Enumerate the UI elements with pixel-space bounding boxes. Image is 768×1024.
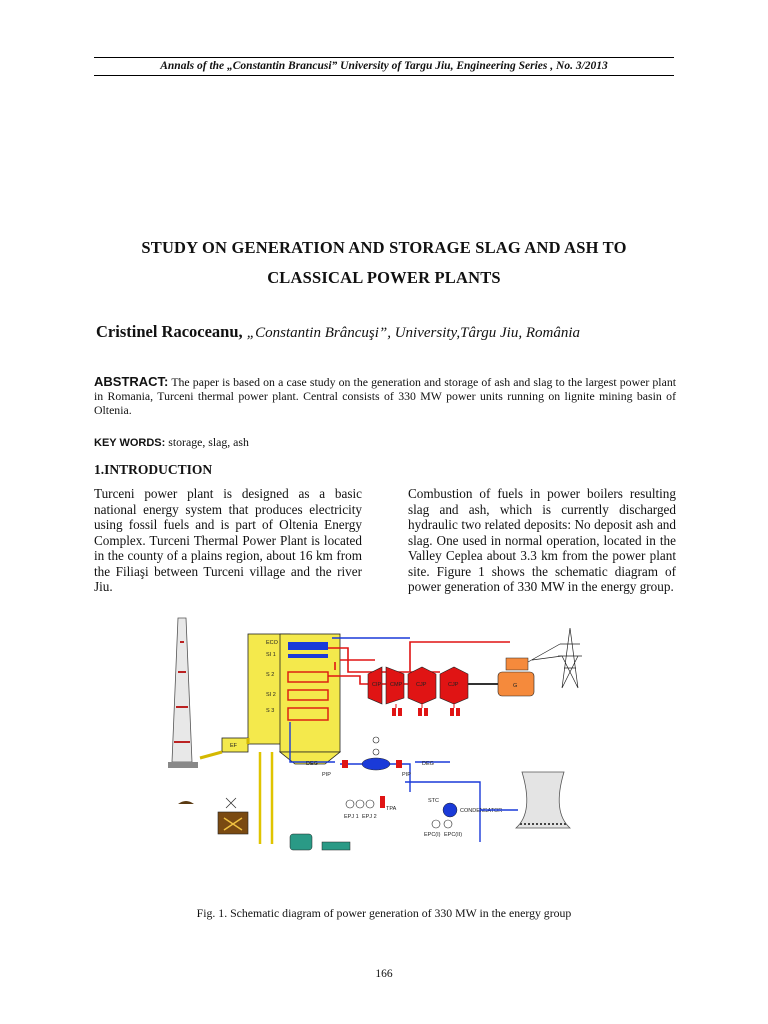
journal-header: Annals of the „Constantin Brancusi” University of Targu Jiu, Engineering Series , No. 3/2013 <box>160 60 608 72</box>
wagon-icon <box>322 842 350 850</box>
label-cjp-2: CJP <box>448 682 459 688</box>
label-g: G <box>513 683 518 689</box>
label-deg-2: DEG <box>422 761 434 767</box>
power-plant-schematic <box>160 612 600 864</box>
pylon-icon <box>528 628 582 688</box>
label-epc-1: EPC(I) <box>424 832 441 838</box>
figure-caption: Fig. 1. Schematic diagram of power generation of 330 MW in the energy group <box>196 906 572 920</box>
label-si2: SI 2 <box>266 692 276 698</box>
label-pip-2: PIP <box>402 772 411 778</box>
label-condensator: CONDENSATOR <box>460 808 503 814</box>
keywords-label: KEY WORDS: <box>94 437 166 449</box>
tank-icon <box>290 834 312 850</box>
body-column-right: Combustion of fuels in power boilers resulting slag and ash, which is currently discharged hydraulic two related deposits: No deposit ash and slag. One used in normal operation, located in the Valley Ceplea about 3.3 km from the power plant site. Figure 1 shows the schematic diagram of power generation of 330 MW in the energy group. <box>408 486 676 594</box>
section-heading: 1.INTRODUCTION <box>94 462 213 477</box>
chimney-icon <box>168 618 198 768</box>
label-s2: S 2 <box>266 672 275 678</box>
label-epc-2: EPC(II) <box>444 832 463 838</box>
turbopump-icon <box>380 796 385 808</box>
coal-mill-icon <box>218 812 248 834</box>
header-top-rule <box>94 57 674 58</box>
deaerator-icon <box>362 758 390 770</box>
label-s3: S 3 <box>266 708 275 714</box>
label-epj-1: EPJ 1 <box>344 814 359 820</box>
label-pip-1: PIP <box>322 772 331 778</box>
label-deg-1: DEG <box>306 761 318 767</box>
preheater-left-icon <box>342 760 348 768</box>
label-cmp: CMP <box>390 682 403 688</box>
abstract-label: ABSTRACT: <box>94 374 169 389</box>
label-tpa: TPA <box>386 806 397 812</box>
label-ef: EF <box>230 743 238 749</box>
cooling-tower-icon <box>516 772 570 828</box>
keywords-text: storage, slag, ash <box>168 435 249 449</box>
condenser-icon <box>443 803 457 817</box>
label-eco: ECO <box>266 640 278 646</box>
boiler-icon <box>248 634 340 764</box>
page-number: 166 <box>375 968 393 980</box>
keywords <box>94 435 249 450</box>
transformer-icon <box>506 658 528 670</box>
header-bottom-rule <box>94 75 674 76</box>
label-cip: CIP <box>372 682 382 688</box>
author-name: Cristinel Racoceanu, <box>96 322 243 341</box>
paper-title-line-2: CLASSICAL POWER PLANTS <box>267 268 501 287</box>
label-cjp-1: CJP <box>416 682 427 688</box>
author-affiliation: „Constantin Brâncuşi”, University,Târgu Jiu, România <box>246 325 580 341</box>
paper-title-line-1: STUDY ON GENERATION AND STORAGE SLAG AND ASH TO <box>141 238 627 257</box>
body-column-left: Turceni power plant is designed as a basic national energy system that produces electricity using fossil fuels and is part of Oltenia Energy Complex. Turceni Thermal Power Plant is located in the county of a plains region, about 16 km from the Filiaşi between Turceni village and the river Jiu. <box>94 486 362 594</box>
abstract-text: The paper is based on a case study on the generation and storage of ash and slag to the largest power plant in Romania, Turceni thermal power plant. Central consists of 330 MW power units running on lignite mining basin of Oltenia. <box>94 375 676 417</box>
author-line <box>96 322 580 342</box>
label-epj-2: EPJ 2 <box>362 814 377 820</box>
coal-pile-icon <box>178 801 194 804</box>
preheater-right-icon <box>396 760 402 768</box>
abstract <box>94 375 676 417</box>
label-stc: STC <box>428 798 439 804</box>
label-si1: SI 1 <box>266 652 276 658</box>
